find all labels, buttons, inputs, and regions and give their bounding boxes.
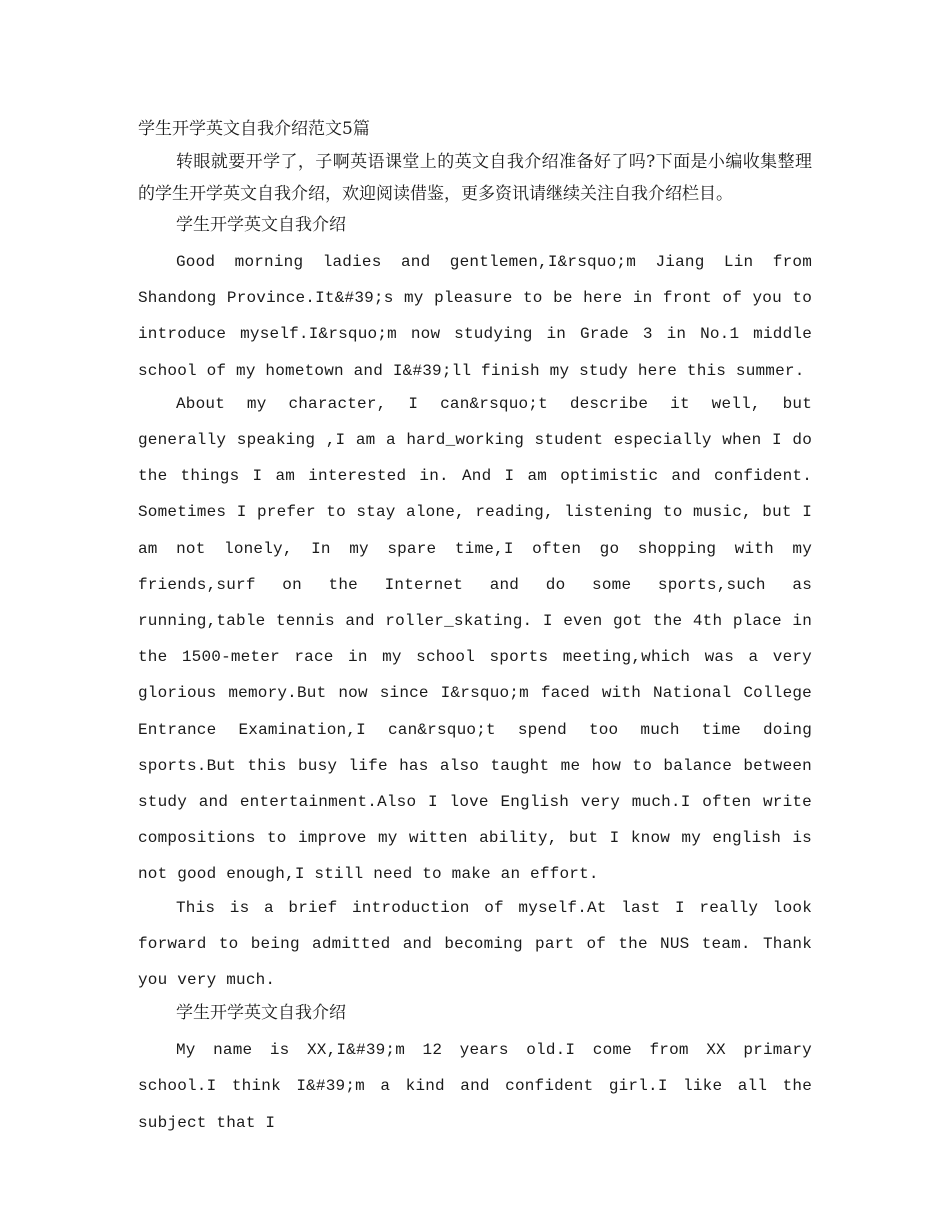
section-heading: 学生开学英文自我介绍 [176, 215, 346, 235]
document-body [138, 116, 812, 1138]
body-paragraph: This is a brief introduction of myself.At last I really look forward to being admitted and becoming part of the NUS team. Thank you very much. [138, 898, 812, 990]
body-paragraph: Good morning ladies and gentlemen,I&rsquo;m Jiang Lin from Shandong Province.It&#39;s my pleasure to be here in front of you to introduce myself.I&rsquo;m now studying in Grade 3 in No.1 middle school of my hometown and I&#39;ll finish my study here this summer. [138, 253, 812, 380]
body-paragraph: My name is XX,I&#39;m 12 years old.I come from XX primary school.I think I&#39;m a kind and confident girl.I like all the subject that I [138, 1041, 812, 1132]
intro-paragraph: 转眼就要开学了，子啊英语课堂上的英文自我介绍准备好了吗?下面是小编收集整理的学生开学英文自我介绍，欢迎阅读借鉴，更多资讯请继续关注自我介绍栏目。 [138, 152, 812, 204]
body-paragraph: About my character, I can&rsquo;t describe it well, but generally speaking ,I am a hard_working student especially when I do the things I am interested in. And I am optimistic and confident. Sometimes I prefer to stay alone, reading, listening to music, but I am not lonely, In my spare time,I often go shopping with my friends,surf on the Internet and do some sports,such as running,table tennis and roller_skating. I even got the 4th place in the 1500-meter race in my school sports meeting,which was a very glorious memory.But now since I&rsquo;m faced with National College Entrance Examination,I can&rsquo;t spend too much time doing sports.But this busy life has also taught me how to balance between study and entertainment.Also I love English very much.I often write compositions to improve my witten ability, but I know my english is not good enough,I still need to make an effort. [138, 394, 812, 884]
document-title: 学生开学英文自我介绍范文5篇 [138, 119, 370, 139]
section-heading: 学生开学英文自我介绍 [176, 1003, 346, 1024]
